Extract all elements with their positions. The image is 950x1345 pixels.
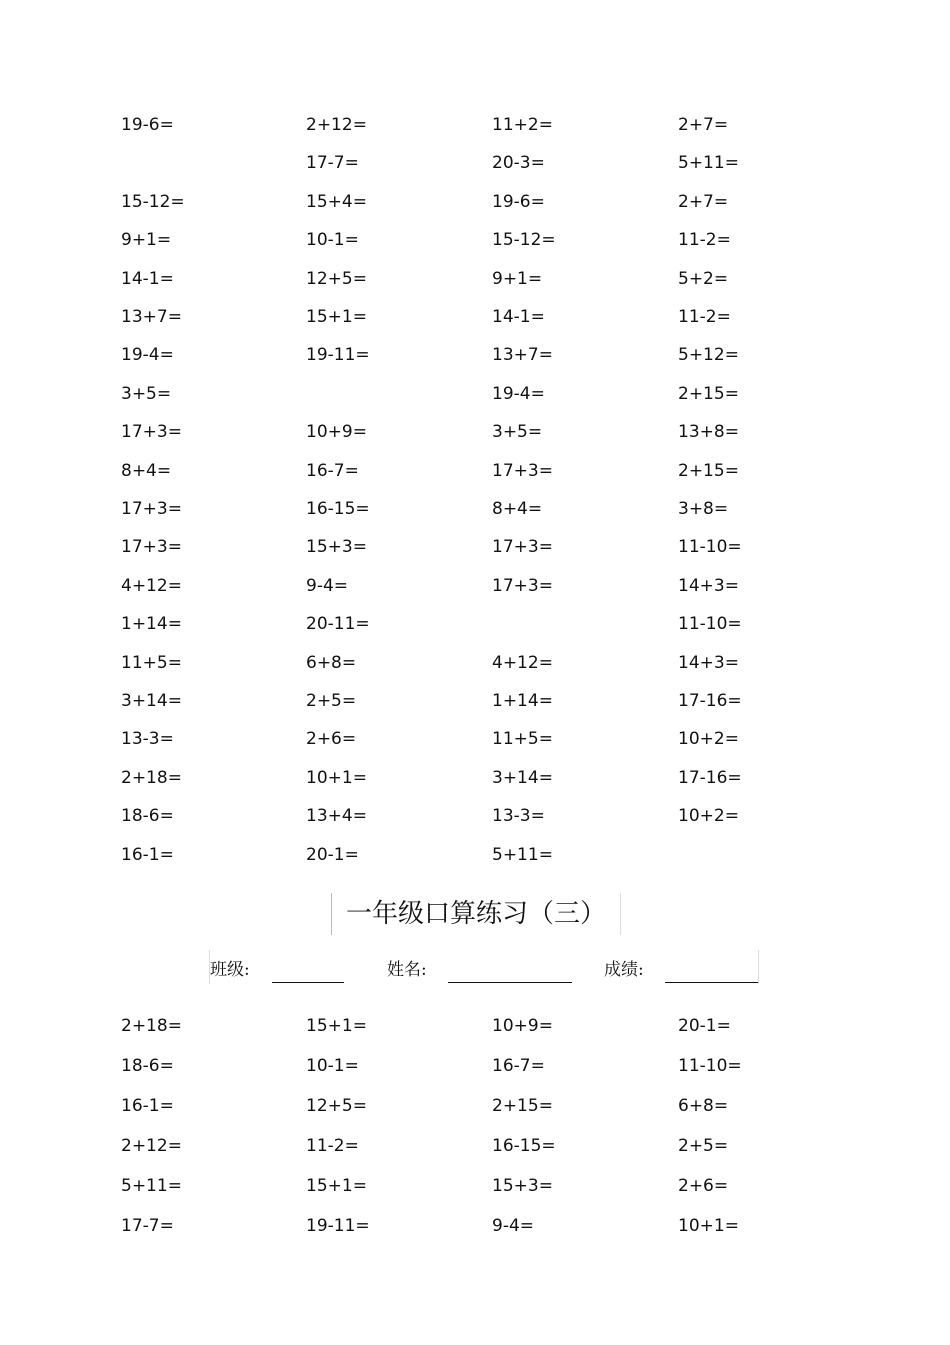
math-problem: 6+8= [678,1096,729,1116]
math-problem: 15+4= [306,191,367,212]
math-problem: 13+7= [121,307,182,327]
math-problem: 19-6= [121,115,174,135]
math-problem: 11-10= [678,614,742,635]
math-problem: 2+7= [678,191,729,212]
math-problem: 10+9= [492,1016,553,1036]
math-problem: 17+3= [121,537,182,558]
math-problem: 16-1= [121,1096,174,1116]
math-problem: 17+3= [492,537,553,558]
math-problem: 15-12= [121,191,185,212]
math-problem: 9+1= [492,268,543,289]
math-problem: 13+7= [492,345,553,366]
math-problem: 1+14= [121,614,182,635]
math-problem: 19-6= [492,191,545,212]
math-problem: 13+8= [678,422,739,443]
math-problem: 15+1= [306,307,367,327]
math-problem: 16-15= [492,1136,556,1156]
math-problem: 15-12= [492,230,556,251]
math-problem: 6+8= [306,652,357,673]
student-info-bar [209,950,759,984]
math-problem: 2+6= [306,729,357,750]
math-problem: 4+12= [121,575,182,596]
math-problem: 2+15= [492,1096,553,1116]
math-problem: 18-6= [121,806,174,827]
math-problem: 20-3= [492,153,545,174]
math-problem: 15+3= [306,537,367,558]
math-problem: 2+15= [678,460,739,481]
math-problem: 19-11= [306,1216,370,1236]
math-problem: 2+5= [306,691,357,711]
math-problem: 9-4= [306,575,349,596]
math-problem: 11-10= [678,537,742,558]
math-problem: 1+14= [492,691,553,711]
math-problem: 13-3= [492,806,545,827]
math-problem: 17+3= [492,460,553,481]
math-problem: 13+4= [306,806,367,827]
math-problem: 5+12= [678,345,739,366]
math-problem: 16-15= [306,499,370,519]
math-problem: 8+4= [121,460,172,481]
math-problem: 2+15= [678,383,739,404]
math-problem: 3+14= [121,691,182,711]
math-problem: 19-4= [492,383,545,404]
math-problem: 3+5= [492,422,543,443]
math-problem: 19-4= [121,345,174,366]
name-label: 姓名: [387,960,427,980]
math-problem: 3+14= [492,767,553,788]
math-problem: 2+18= [121,767,182,788]
math-problem: 14+3= [678,652,739,673]
math-problem: 17-16= [678,767,742,788]
math-problem: 19-11= [306,345,370,366]
math-problem: 17-16= [678,691,742,711]
math-problem: 9-4= [492,1216,535,1236]
math-problem: 11-10= [678,1056,742,1076]
math-problem: 18-6= [121,1056,174,1076]
math-problem: 4+12= [492,652,553,673]
math-problem: 15+1= [306,1016,367,1036]
math-problem: 3+5= [121,383,172,404]
math-problem: 10+1= [678,1216,739,1236]
math-problem: 2+12= [306,115,367,135]
class-label: 班级: [210,960,250,980]
math-problem: 10-1= [306,1056,359,1076]
math-problem: 10+9= [306,422,367,443]
math-problem: 10+1= [306,767,367,788]
math-problem: 9+1= [121,230,172,251]
math-problem: 17+3= [121,422,182,443]
math-problem: 16-7= [492,1056,545,1076]
worksheet-title: 一年级口算练习（三） [331,893,621,935]
math-problem: 13-3= [121,729,174,750]
math-problem: 16-1= [121,844,174,865]
math-problem: 10+2= [678,806,739,827]
math-problem: 10-1= [306,230,359,251]
score-label: 成绩: [604,960,644,980]
math-problem: 15+3= [492,1176,553,1196]
math-problem: 11+2= [492,115,553,135]
math-problem: 20-1= [678,1016,731,1036]
math-problem: 11+5= [492,729,553,750]
math-problem: 11-2= [678,307,731,327]
math-problem: 5+11= [678,153,739,174]
math-problem: 11+5= [121,652,182,673]
math-problem: 2+12= [121,1136,182,1156]
math-problem: 11-2= [678,230,731,251]
math-problem: 14+3= [678,575,739,596]
math-problem: 8+4= [492,499,543,519]
class-blank-line[interactable] [272,982,344,983]
math-problem: 20-1= [306,844,359,865]
math-problem: 2+5= [678,1136,729,1156]
math-problem: 5+2= [678,268,729,289]
math-problem: 10+2= [678,729,739,750]
math-problem: 3+8= [678,499,729,519]
math-problem: 17+3= [121,499,182,519]
math-problem: 2+7= [678,115,729,135]
math-problem: 5+11= [121,1176,182,1196]
math-problem: 17-7= [306,153,359,174]
math-problem: 15+1= [306,1176,367,1196]
math-problem: 2+18= [121,1016,182,1036]
math-problem: 17-7= [121,1216,174,1236]
math-problem: 2+6= [678,1176,729,1196]
math-problem: 16-7= [306,460,359,481]
math-problem: 14-1= [492,307,545,327]
math-problem: 14-1= [121,268,174,289]
math-problem: 20-11= [306,614,370,635]
math-problem: 17+3= [492,575,553,596]
math-problem: 11-2= [306,1136,359,1156]
score-blank-line[interactable] [665,982,758,983]
math-problem: 12+5= [306,268,367,289]
name-blank-line[interactable] [448,982,572,983]
math-problem: 5+11= [492,844,553,865]
math-problem: 12+5= [306,1096,367,1116]
